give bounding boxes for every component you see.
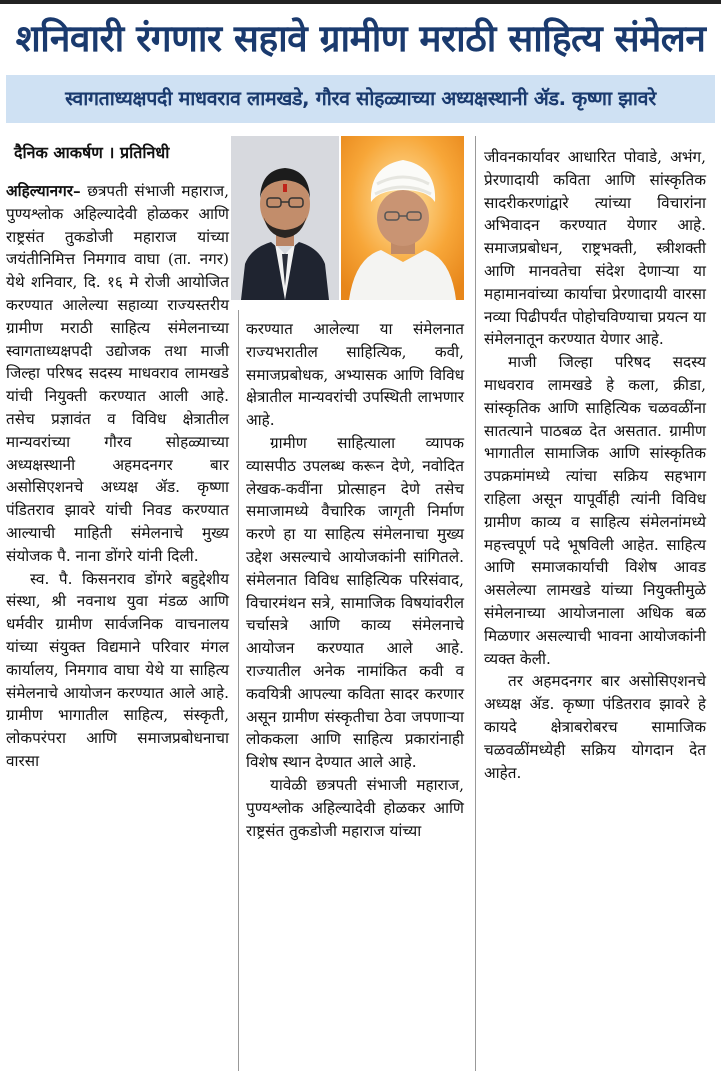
- column-divider: [475, 136, 476, 1071]
- subheadline: स्वागताध्यक्षपदी माधवराव लामखडे, गौरव सोहळ्याच्या अध्यक्षस्थानी ॲड. कृष्णा झावरे: [65, 87, 656, 110]
- paragraph: जीवनकार्यावर आधारित पोवाडे, अभंग, प्रेरणादायी कविता आणि सांस्कृतिक सादरीकरणांद्वारे त्यांच्या विचारांना अभिवादन करण्यात येणार आहे. समाजप्रबोधन, राष्ट्रभक्ती, स्त्रीशक्ती आणि मानवतेचा संदेश देणाऱ्या या महामानवांच्या कार्याचा प्रेरणादायी वारसा नव्या पिढीपर्यंत पोहोचविण्याचा प्रयत्न या संमेलनातून करण्यात येणार आहे.: [484, 148, 706, 349]
- paragraph: माजी जिल्हा परिषद सदस्य माधवराव लामखडे हे कला, क्रीडा, सांस्कृतिक आणि साहित्यिक चळवळींना सातत्याने पाठबळ देत असतात. ग्रामीण भागातील सामाजिक आणि सांस्कृतिक उपक्रमांमध्ये त्यांचा सक्रिय सहभाग राहिला असून यापूर्वीही त्यांनी विविध ग्रामीण काव्य व साहित्य संमेलनांमध्ये महत्त्वपूर्ण पदे भूषविली आहेत. साहित्य आणि समाजकार्याची विशेष आवड असलेल्या लामखडे यांच्या नियुक्तीमुळे संमेलनाच्या आयोजनाला अधिक बळ मिळणार असल्याची भावना आयोजकांनी व्यक्त केली.: [484, 353, 706, 668]
- paragraph: तर अहमदनगर बार असोसिएशनचे अध्यक्ष ॲड. कृष्णा पंडितराव झावरे हे कायदे क्षेत्राबरोबरच सामाजिक चळवळींमध्येही सक्रिय योगदान देत आहेत.: [484, 672, 706, 782]
- paragraph: [6, 180, 229, 568]
- paragraph: यावेळी छत्रपती संभाजी महाराज, पुण्यश्लोक अहिल्यादेवी होळकर आणि राष्ट्रसंत तुकडोजी महाराज यांच्या: [246, 775, 464, 840]
- article-column-2: [246, 318, 464, 842]
- photo-madhavrao-lamkhade: [231, 136, 339, 300]
- byline: दैनिक आकर्षण । प्रतिनिधी: [14, 143, 170, 162]
- paragraph: स्व. पै. किसनराव डोंगरे बहुद्देशीय संस्था, श्री नवनाथ युवा मंडळ आणि धर्मवीर ग्रामीण सार्वजनिक वाचनालय यांच्या संयुक्त विद्यमाने परिवार मंगल कार्यालय, निमगाव वाघा येथे या साहित्य संमेलनाचे आयोजन करण्यात आले आहे. ग्रामीण भागातील साहित्य, संस्कृती, लोकपरंपरा आणि समाजप्रबोधनाचा वारसा: [6, 569, 229, 770]
- paragraph: ग्रामीण साहित्याला व्यापक व्यासपीठ उपलब्ध करून देणे, नवोदित लेखक-कवींना प्रोत्साहन देणे तसेच समाजामध्ये वैचारिक जागृती निर्माण करणे हा या साहित्य संमेलनाचा मुख्य उद्देश असल्याचे आयोजकांनी सांगितले. संमेलनात विविध साहित्यिक परिसंवाद, विचारमंथन सत्रे, सामाजिक विषयांवरील चर्चासत्रे आणि काव्य संमेलनाचे आयोजन करण्यात आले आहे. राज्यातील अनेक नामांकित कवी व कवयित्री आपल्या कविता सादर करणार असून ग्रामीण संस्कृतीचा ठेवा जपणाऱ्या लोककला आणि साहित्य प्रकारांनाही विशेष स्थान देण्यात आले आहे.: [246, 433, 464, 772]
- headline: शनिवारी रंगणार सहावे ग्रामीण मराठी साहित्य संमेलन: [15, 17, 706, 60]
- article-column-3: [484, 146, 706, 784]
- dateline: अहिल्यानगर–: [6, 182, 81, 200]
- column-divider: [238, 310, 239, 1071]
- paragraph: करण्यात आलेल्या या संमेलनात राज्यभरातील साहित्यिक, कवी, समाजप्रबोधक, अभ्यासक आणि विविध क्षेत्रातील मान्यवरांची उपस्थिती लाभणार आहे.: [246, 320, 464, 430]
- article-column-1: [6, 180, 229, 773]
- top-rule: [0, 0, 721, 4]
- photo-krushna-zaware: [341, 136, 464, 300]
- paragraph-text: छत्रपती संभाजी महाराज, पुण्यश्लोक अहिल्यादेवी होळकर आणि राष्ट्रसंत तुकडोजी महाराज यांच्या जयंतीनिमित्त निमगाव वाघा (ता. नगर) येथे शनिवार, दि. १६ मे रोजी आयोजित करण्यात आलेल्या सहाव्या राज्यस्तरीय ग्रामीण मराठी साहित्य संमेलनाच्या स्वागताध्यक्षपदी उद्योजक तथा माजी जिल्हा परिषद सदस्य माधवराव लामखडे यांची नियुक्ती करण्यात आली आहे. तसेच प्रज्ञावंत व विविध क्षेत्रातील मान्यवरांच्या गौरव सोहळ्याच्या अध्यक्षस्थानी अहमदनगर बार असोसिएशनचे अध्यक्ष ॲड. कृष्णा पंडितराव झावरे यांची निवड करण्यात आल्याची माहिती संमेलनाचे मुख्य संयोजक पै. नाना डोंगरे यांनी दिली.: [6, 182, 229, 565]
